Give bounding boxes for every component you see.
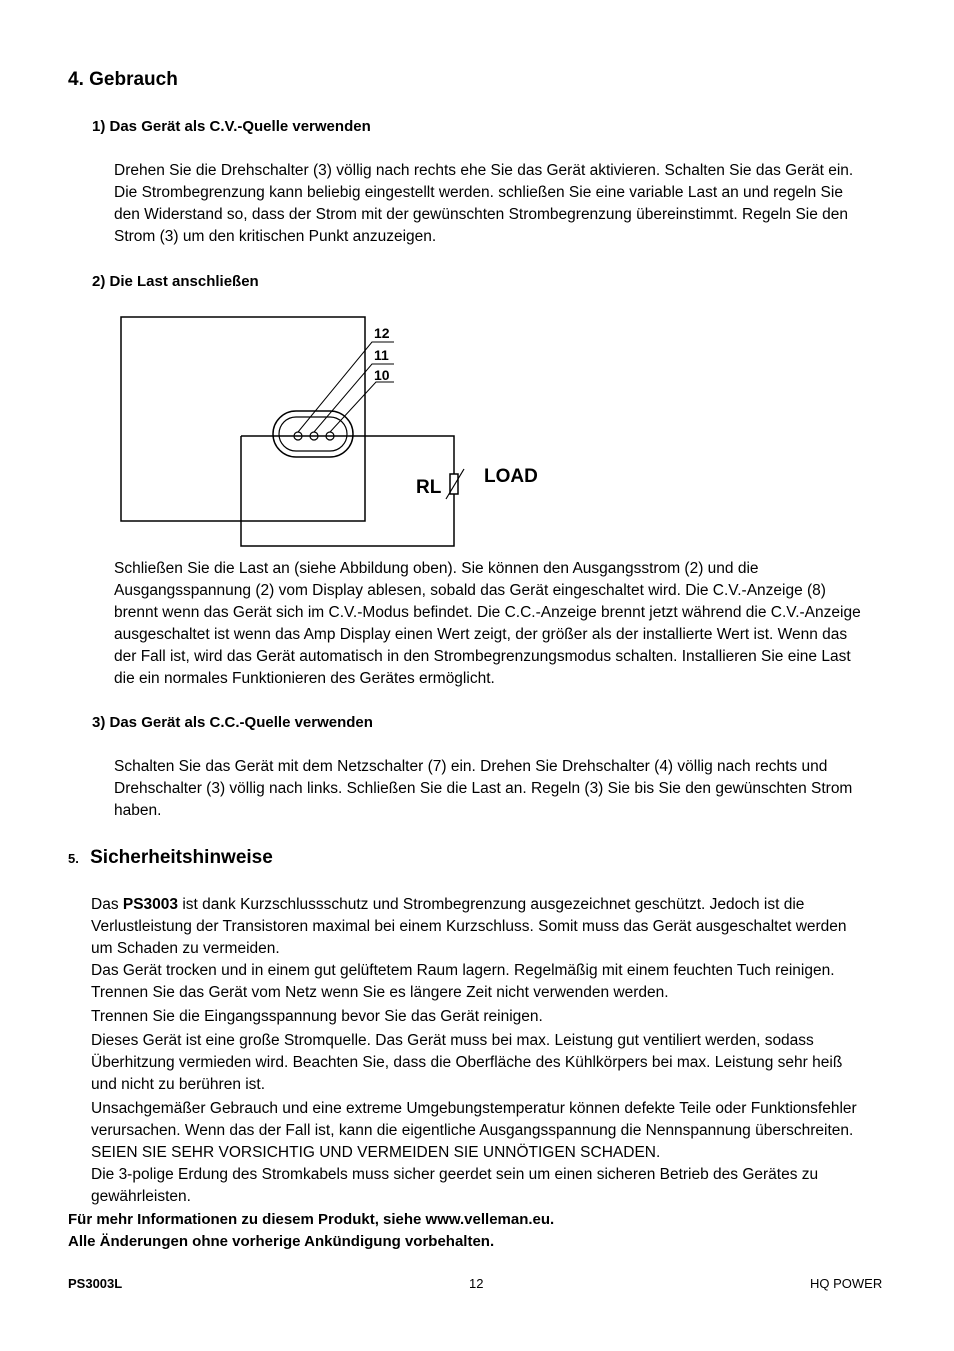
section-5-title [68,847,273,869]
subsection-3-heading: 3) Das Gerät als C.C.-Quelle verwenden [92,714,373,731]
text-line: Das Gerät trocken und in einem gut gelüftetem Raum lagern. Regelmäßig mit einem feuchten Tuch reinigen. [91,962,835,979]
section-5-heading: Sicherheitshinweise [90,847,273,868]
text-line: Überhitzung vermieden wird. Beachten Sie, dass die Oberfläche des Kühlkörpers bei max. Leistung sehr heiß [91,1054,843,1071]
text-line: Drehschalter (3) völlig nach links. Schließen Sie die Last an. Regeln (3) Sie bis Sie den gewünschten Strom [114,780,853,797]
closing-notes [68,1209,554,1253]
text-line: verursachen. Wenn das der Fall ist, kann die eigentliche Ausgangsspannung die Nennspannung überschreiten. [91,1122,854,1139]
terminal-label-10: 10 [374,367,390,383]
text-line: Die 3-polige Erdung des Stromkabels muss sicher geerdet sein um einen sicheren Betrieb des Gerätes zu [91,1166,819,1183]
text-line: Schalten Sie das Gerät mit dem Netzschalter (7) ein. Drehen Sie Drehschalter (4) völlig nach rechts und [114,758,828,775]
subsection-1-text [114,160,853,248]
text-line: Verlustleistung der Transistoren maximal bei einem Kurzschluss. Somit muss das Gerät ausgeschaltet werden [91,918,847,935]
text-line: gewährleisten. [91,1188,191,1205]
text-line: SEIEN SIE SEHR VORSICHTIG UND VERMEIDEN SIE UNNÖTIGEN SCHADEN. [91,1144,661,1161]
text-line: die ein normales Funktionieren des Gerätes ermöglicht. [114,670,495,687]
text-line: Unsachgemäßer Gebrauch und eine extreme Umgebungstemperatur können defekte Teile oder Funktionsfehler [91,1100,857,1117]
text-line: brennt wenn das Gerät sich im C.V.-Modus befindet. Die C.C.-Anzeige brennt jetzt während die C.V.-Anzeige [114,604,861,621]
subsection-3-text [114,756,852,822]
subsection-2-heading: 2) Die Last anschließen [92,273,259,290]
section-5-number: 5. [68,851,79,866]
text-line: um Schaden zu vermeiden. [91,940,280,957]
text-line: den Widerstand so, dass der Strom mit der gewünschten Strombegrenzung übereinstimmt. Regeln Sie den [114,206,849,223]
subsection-2-text [114,558,861,690]
text-line: Drehen Sie die Drehschalter (3) völlig nach rechts ehe Sie das Gerät aktivieren. Schalten Sie das Gerät ein. [114,162,854,179]
subsection-1-heading: 1) Das Gerät als C.V.-Quelle verwenden [92,118,371,135]
text-line: Schließen Sie die Last an (siehe Abbildung oben). Sie können den Ausgangsstrom (2) und die [114,560,759,577]
text-line: Strom (3) um den kritischen Punkt anzuzeigen. [114,228,437,245]
leader-line-10 [330,382,394,432]
load-connection-diagram [118,314,548,550]
text-line: haben. [114,802,162,819]
terminal-label-12: 12 [374,325,390,341]
more-info-line: Für mehr Informationen zu diesem Produkt, siehe www.velleman.eu. [68,1211,555,1228]
footer-page-number: 12 [469,1276,484,1291]
text-line: ausgeschaltet ist wenn das Amp Display einen Wert zeigt, der größer als der installierte Wert ist. Wenn das [114,626,848,643]
footer-brand: HQ POWER [810,1276,883,1291]
text-line: Trennen Sie die Eingangsspannung bevor Sie das Gerät reinigen. [91,1008,543,1025]
footer-model: PS3003L [68,1276,123,1291]
device-outline [121,317,365,521]
safety-text [91,894,857,1208]
text-line: und nicht zu berühren ist. [91,1076,266,1093]
intro-rest: ist dank Kurzschlussschutz und Strombegrenzung ausgezeichnet geschützt. Jedoch ist die [178,896,805,913]
terminal-label-11: 11 [374,347,389,363]
text-line [91,894,857,916]
text-line: Trennen Sie das Gerät vom Netz wenn Sie es längere Zeit nicht verwenden werden. [91,984,669,1001]
load-label: LOAD [484,466,538,487]
text-line: der Fall ist, wird das Gerät automatisch in den Strombegrenzungsmodus schalten. Installieren Sie eine Last [114,648,851,665]
section-4-title: 4. Gebrauch [68,69,178,90]
text-line: Dieses Gerät ist eine große Stromquelle. Das Gerät muss bei max. Leistung gut ventiliert werden, sodass [91,1032,814,1049]
text-line: Die Strombegrenzung kann beliebig eingestellt werden. schließen Sie eine variable Last an und regeln Sie [114,184,843,201]
load-wire-supply [241,436,454,474]
text-line: Ausgangsspannung (2) vom Display ablesen, sobald das Gerät eingeschaltet wird. Die C.V.-Anzeige (8) [114,582,826,599]
rl-label: RL [416,477,442,498]
intro-prefix: Das [91,896,123,913]
model-name: PS3003 [122,896,179,913]
disclaimer-line: Alle Änderungen ohne vorherige Ankündigung vorbehalten. [68,1233,495,1250]
